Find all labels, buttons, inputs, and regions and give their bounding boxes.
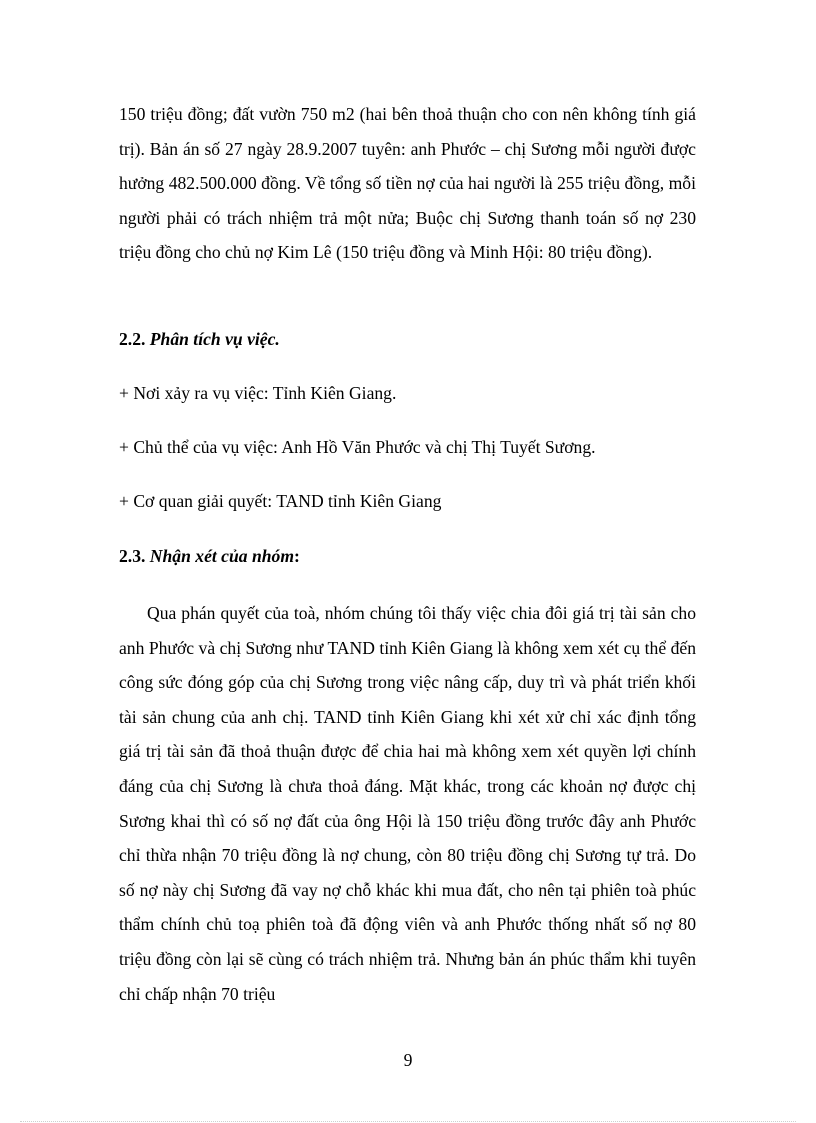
paragraph-judgment-summary: 150 triệu đồng; đất vườn 750 m2 (hai bên thoả thuận cho con nên không tính giá trị). Bản án số 27 ngày 28.9.2007 tuyên: anh Phước – chị Sương mỗi người được hưởng 482.500.000 đồng. Về tổng số tiền nợ của hai người là 255 triệu đồng, mỗi người phải có trách nhiệm trả một nửa; Buộc chị Sương thanh toán số nợ 230 triệu đồng cho chủ nợ Kim Lê (150 triệu đồng và Minh Hội: 80 triệu đồng). <box>119 104 696 263</box>
page-number: 9 <box>403 1050 413 1070</box>
page-bottom-divider <box>20 1121 796 1122</box>
bullet-parties: + Chủ thể của vụ việc: Anh Hồ Văn Phước và chị Thị Tuyết Sương. <box>119 437 596 457</box>
section-title-suffix: : <box>294 546 300 566</box>
section-heading-2-3 <box>119 546 300 567</box>
section-heading-2-2 <box>119 329 280 350</box>
section-title: Phân tích vụ việc. <box>149 329 280 349</box>
section-number: 2.2. <box>119 329 146 349</box>
section-number: 2.3. <box>119 546 146 566</box>
paragraph-group-comment: Qua phán quyết của toà, nhóm chúng tôi thấy việc chia đôi giá trị tài sản cho anh Phước và chị Sương như TAND tỉnh Kiên Giang là không xem xét cụ thể đến công sức đóng góp của chị Sương trong việc nâng cấp, duy trì và phát triển khối tài sản chung của anh chị. TAND tỉnh Kiên Giang khi xét xử chỉ xác định tổng giá trị tài sản đã thoả thuận được để chia hai mà không xem xét quyền lợi chính đáng của chị Sương là chưa thoả đáng. Mặt khác, trong các khoản nợ được chị Sương khai thì có số nợ đất của ông Hội là 150 triệu đồng trước đây anh Phước chỉ thừa nhận 70 triệu đồng là nợ chung, còn 80 triệu đồng chị Sương tự trả. Do số nợ này chị Sương đã vay nợ chỗ khác khi mua đất, cho nên tại phiên toà phúc thẩm chính chủ toạ phiên toà đã động viên và anh Phước thống nhất số nợ 80 triệu đồng còn lại sẽ cùng có trách nhiệm trả. Nhưng bản án phúc thẩm khi tuyên chỉ chấp nhận 70 triệu <box>119 603 696 1004</box>
bullet-authority: + Cơ quan giải quyết: TAND tỉnh Kiên Giang <box>119 491 442 511</box>
section-title: Nhận xét của nhóm <box>149 546 295 566</box>
bullet-location: + Nơi xảy ra vụ việc: Tỉnh Kiên Giang. <box>119 383 397 403</box>
